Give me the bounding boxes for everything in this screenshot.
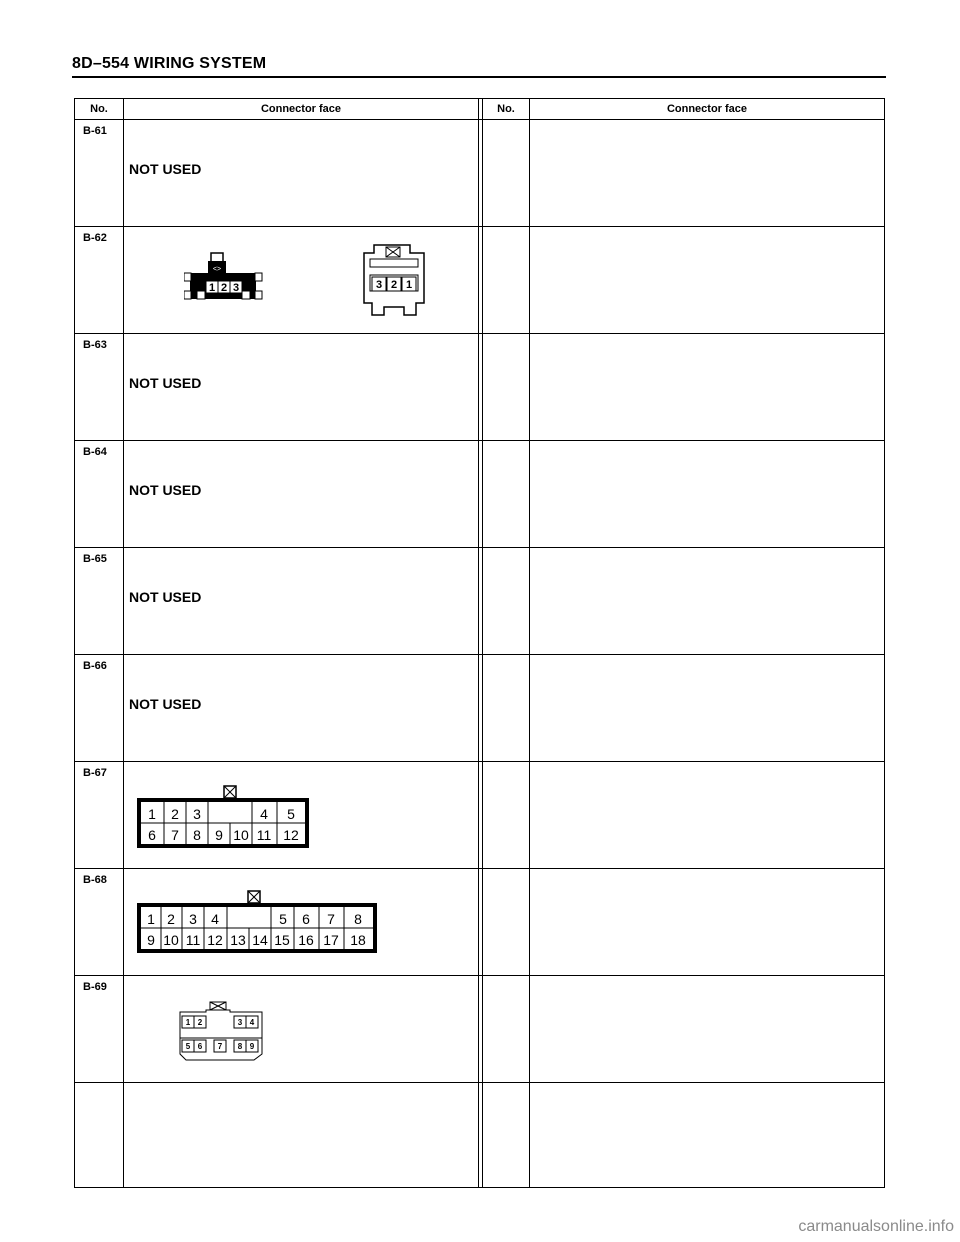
pin-label: 12 xyxy=(207,932,223,948)
b62-male-connector xyxy=(184,247,264,307)
pin-label: 17 xyxy=(323,932,339,948)
pin-label: 1 xyxy=(147,911,155,927)
pin-label: 5 xyxy=(279,911,287,927)
pin-label: 3 xyxy=(189,911,197,927)
pin-label: 8 xyxy=(237,1042,243,1051)
pin-label: 3 xyxy=(193,806,201,822)
row-number: B-62 xyxy=(83,232,107,244)
pin-label: 16 xyxy=(298,932,314,948)
connector-table xyxy=(74,98,885,1188)
pin-label: 3 xyxy=(232,282,240,294)
pin-label: 6 xyxy=(197,1042,203,1051)
table-row xyxy=(75,227,885,334)
row-number: B-63 xyxy=(83,339,107,351)
pin-label: 1 xyxy=(208,282,216,294)
pin-label: 9 xyxy=(215,827,223,843)
not-used-label: NOT USED xyxy=(129,482,202,498)
header-no-left: No. xyxy=(75,99,124,120)
pin-label: 6 xyxy=(148,827,156,843)
header-face-left: Connector face xyxy=(124,99,479,120)
pin-label: 1 xyxy=(185,1018,191,1027)
pin-label: 8 xyxy=(354,911,362,927)
b62-female-connector xyxy=(356,241,432,319)
row-number: B-65 xyxy=(83,553,107,565)
row-number: B-68 xyxy=(83,874,107,886)
table-row xyxy=(75,334,885,441)
row-number xyxy=(75,1083,123,1088)
not-used-label: NOT USED xyxy=(129,589,202,605)
pin-label: 15 xyxy=(274,932,290,948)
pin-label: 8 xyxy=(193,827,201,843)
pin-label: 4 xyxy=(260,806,268,822)
header-no-right: No. xyxy=(483,99,530,120)
page-title: 8D–554 WIRING SYSTEM xyxy=(72,55,267,72)
row-number: B-61 xyxy=(83,125,107,137)
pin-label: 3 xyxy=(375,279,383,291)
table-row xyxy=(75,976,885,1083)
row-number: B-66 xyxy=(83,660,107,672)
table-header-row xyxy=(75,99,885,120)
pin-label: 5 xyxy=(287,806,295,822)
pin-label: 5 xyxy=(185,1042,191,1051)
row-number: B-64 xyxy=(83,446,107,458)
pin-label: 7 xyxy=(217,1042,223,1051)
page-header xyxy=(72,54,886,78)
pin-label: 18 xyxy=(350,932,366,948)
pin-label: 2 xyxy=(171,806,179,822)
table-row xyxy=(75,120,885,227)
table-row xyxy=(75,869,885,976)
pin-label: 9 xyxy=(147,932,155,948)
pin-label: 10 xyxy=(163,932,179,948)
table-row xyxy=(75,441,885,548)
pin-label: 1 xyxy=(148,806,156,822)
b68-connector xyxy=(136,887,382,957)
pin-label: 2 xyxy=(167,911,175,927)
not-used-label: NOT USED xyxy=(129,161,202,177)
pin-label: 4 xyxy=(211,911,219,927)
pin-label: 13 xyxy=(230,932,246,948)
not-used-label: NOT USED xyxy=(129,375,202,391)
svg-text:<>: <> xyxy=(212,266,222,273)
header-face-right: Connector face xyxy=(530,99,885,120)
table-row xyxy=(75,762,885,869)
pin-label: 1 xyxy=(405,279,413,291)
pin-label: 2 xyxy=(220,282,228,294)
pin-label: 11 xyxy=(185,932,201,948)
pin-label: 2 xyxy=(197,1018,203,1027)
pin-label: 7 xyxy=(171,827,179,843)
watermark: carmanualsonline.info xyxy=(798,1218,954,1235)
pin-label: 6 xyxy=(302,911,310,927)
b67-connector xyxy=(136,782,316,852)
pin-label: 2 xyxy=(390,279,398,291)
pin-label: 7 xyxy=(327,911,335,927)
b69-connector xyxy=(172,998,270,1062)
table-row xyxy=(75,548,885,655)
not-used-label: NOT USED xyxy=(129,696,202,712)
row-number: B-67 xyxy=(83,767,107,779)
pin-label: 4 xyxy=(249,1018,255,1027)
row-number: B-69 xyxy=(83,981,107,993)
pin-label: 11 xyxy=(256,827,272,843)
pin-label: 12 xyxy=(283,827,299,843)
table-row xyxy=(75,1083,885,1188)
pin-label: 9 xyxy=(249,1042,255,1051)
pin-label: 10 xyxy=(233,827,249,843)
pin-label: 3 xyxy=(237,1018,243,1027)
table-row xyxy=(75,655,885,762)
pin-label: 14 xyxy=(252,932,268,948)
